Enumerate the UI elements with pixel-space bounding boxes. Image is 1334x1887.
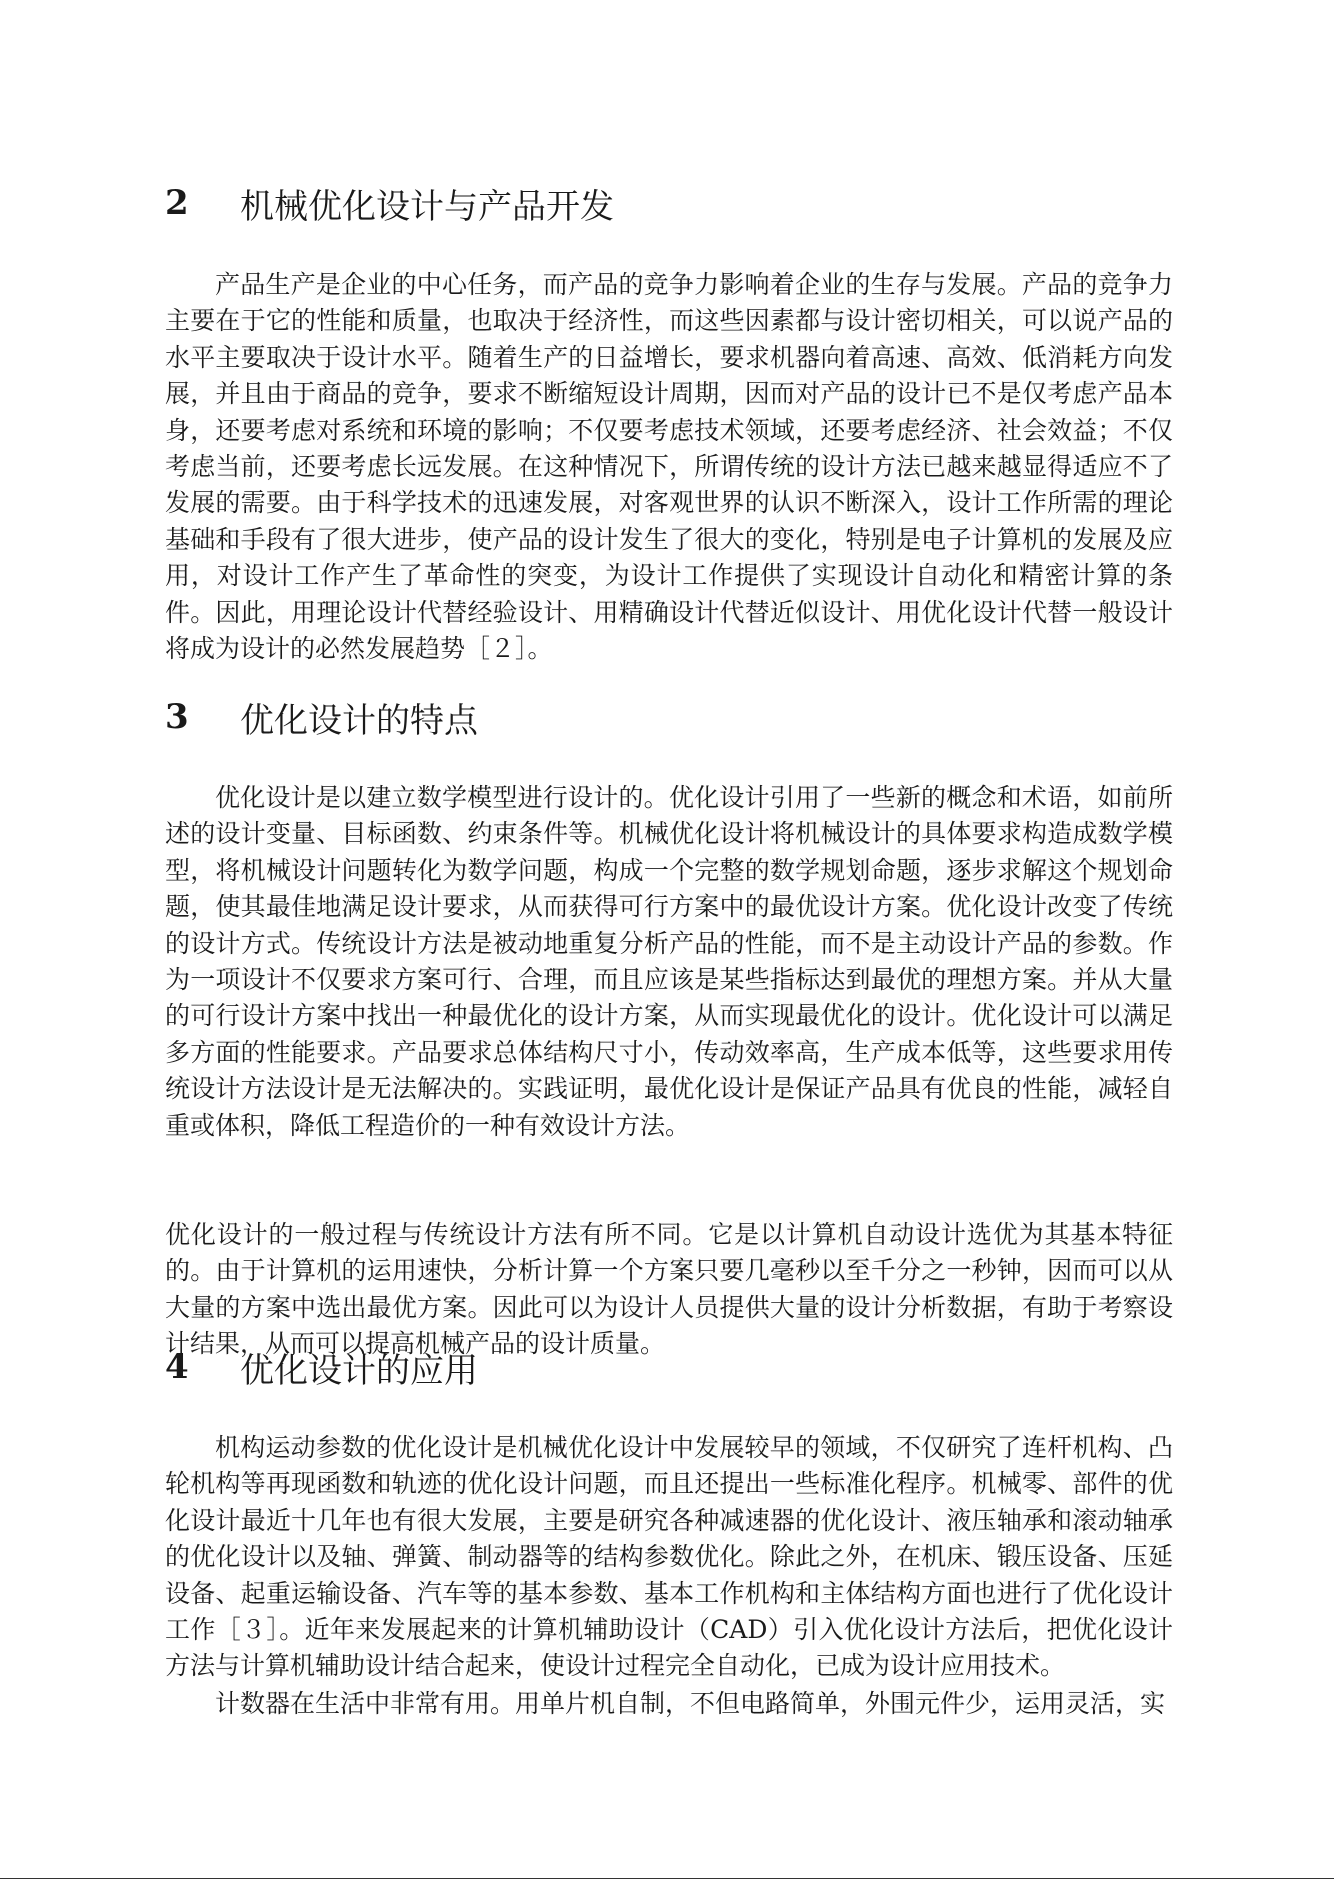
section-heading-3 [165,687,478,747]
paragraph: 计数器在生活中非常有用。用单片机自制，不但电路简单，外围元件少，运用灵活，实 [215,1689,1166,1718]
page-bottom-rule [0,1878,1334,1879]
section-number: 2 [165,183,189,223]
section-number: 3 [165,697,189,737]
section-title: 优化设计的特点 [240,700,478,741]
paragraph: 机构运动参数的优化设计是机械优化设计中发展较早的领域，不仅研究了连杆机构、凸轮机构等再现函数和轨迹的优化设计问题，而且还提出一些标准化程序。机械零、部件的优化设计最近十几年也有很大发展，主要是研究各种减速器的优化设计、液压轴承和滚动轴承的优化设计以及轴、弹簧、制动器等的结构参数优化。除此之外，在机床、锻压设备、压延设备、起重运输设备、汽车等的基本参数、基本工作机构和主体结构方面也进行了优化设计工作［３］。近年来发展起来的计算机辅助设计（CAD）引入优化设计方法后，把优化设计方法与计算机辅助设计结合起来，使设计过程完全自动化，已成为设计应用技术。 [165,1433,1173,1681]
section-heading-4 [165,1337,478,1397]
section-number: 4 [165,1347,189,1387]
section-title: 优化设计的应用 [240,1350,478,1391]
section-heading-2 [165,173,614,233]
paragraph: 产品生产是企业的中心任务，而产品的竞争力影响着企业的生存与发展。产品的竞争力主要在于它的性能和质量，也取决于经济性，而这些因素都与设计密切相关，可以说产品的水平主要取决于设计水平。随着生产的日益增长，要求机器向着高速、高效、低消耗方向发展，并且由于商品的竞争，要求不断缩短设计周期，因而对产品的设计已不是仅考虑产品本身，还要考虑对系统和环境的影响；不仅要考虑技术领域，还要考虑经济、社会效益；不仅考虑当前，还要考虑长远发展。在这种情况下，所谓传统的设计方法已越来越显得适应不了发展的需要。由于科学技术的迅速发展，对客观世界的认识不断深入，设计工作所需的理论基础和手段有了很大进步，使产品的设计发生了很大的变化，特别是电子计算机的发展及应用，对设计工作产生了革命性的突变，为设计工作提供了实现设计自动化和精密计算的条件。因此，用理论设计代替经验设计、用精确设计代替近似设计、用优化设计代替一般设计将成为设计的必然发展趋势［２］。 [165,270,1173,664]
section-title: 机械优化设计与产品开发 [240,186,614,227]
paragraph: 优化设计是以建立数学模型进行设计的。优化设计引用了一些新的概念和术语，如前所述的设计变量、目标函数、约束条件等。机械优化设计将机械设计的具体要求构造成数学模型，将机械设计问题转化为数学问题，构成一个完整的数学规划命题，逐步求解这个规划命题，使其最佳地满足设计要求，从而获得可行方案中的最优设计方案。优化设计改变了传统的设计方式。传统设计方法是被动地重复分析产品的性能，而不是主动设计产品的参数。作为一项设计不仅要求方案可行、合理，而且应该是某些指标达到最优的理想方案。并从大量的可行设计方案中找出一种最优化的设计方案，从而实现最优化的设计。优化设计可以满足多方面的性能要求。产品要求总体结构尺寸小，传动效率高，生产成本低等，这些要求用传统设计方法设计是无法解决的。实践证明，最优化设计是保证产品具有优良的性能，减轻自重或体积，降低工程造价的一种有效设计方法。 [165,783,1173,1140]
paragraph: 优化设计的一般过程与传统设计方法有所不同。它是以计算机自动设计选优为其基本特征的。由于计算机的运用速快，分析计算一个方案只要几毫秒以至千分之一秒钟，因而可以从大量的方案中选出最优方案。因此可以为设计人员提供大量的设计分析数据，有助于考察设计结果，从而可以提高机械产品的设计质量。 [165,1220,1173,1359]
